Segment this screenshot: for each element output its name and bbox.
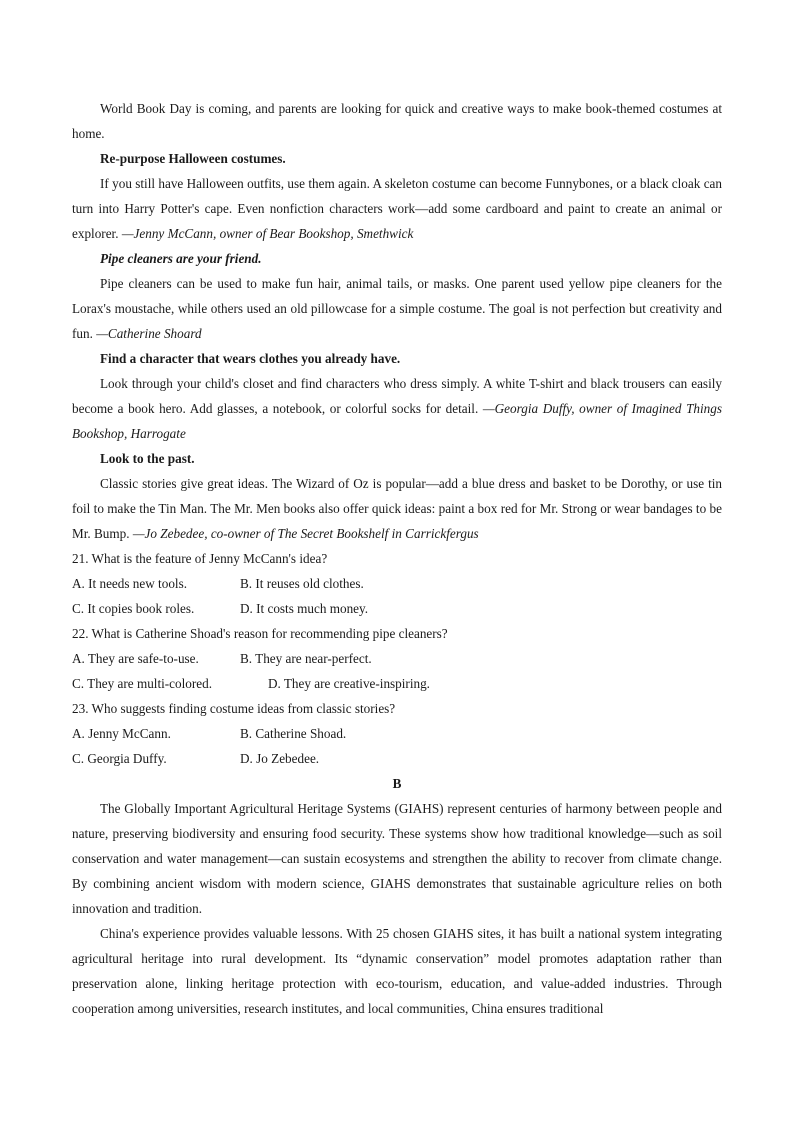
question-22-option-a: A. They are safe-to-use. [72, 651, 199, 666]
question-22-options-row-2 [72, 671, 722, 696]
tip-body-4: Classic stories give great ideas. The Wizard of Oz is popular—add a blue dress and basket to be Dorothy, or use tin foil to make the Tin Man. The Mr. Men books also offer quick ideas: paint a box red for Mr. Strong or wear bandages to be Mr. Bump. [72, 476, 722, 541]
tip-attribution-1: —Jenny McCann, owner of Bear Bookshop, Smethwick [121, 226, 414, 241]
question-23-option-d: D. Jo Zebedee. [240, 751, 320, 766]
passage-b-paragraph-2: China's experience provides valuable lessons. With 25 chosen GIAHS sites, it has built a national system integrating agricultural heritage into rural development. Its “dynamic conservation” model promotes adaptation rather than preservation alone, linking heritage protection with eco-tourism, education, and value-added industries. Through cooperation among universities, research institutes, and local communities, China ensures traditional [72, 926, 722, 1016]
tip-heading-1: Re-purpose Halloween costumes. [100, 151, 286, 166]
question-22-option-d: D. They are creative-inspiring. [268, 676, 430, 691]
question-22-options-row-1 [72, 646, 722, 671]
question-21-options-row-1 [72, 571, 722, 596]
tip-heading-4: Look to the past. [100, 451, 195, 466]
question-22-stem: 22. What is Catherine Shoad's reason for recommending pipe cleaners? [72, 626, 448, 641]
question-23-stem: 23. Who suggests finding costume ideas from classic stories? [72, 701, 396, 716]
tip-body-1: If you still have Halloween outfits, use them again. A skeleton costume can become Funnybones, or a black cloak can turn into Harry Potter's cape. Even nonfiction characters work—add some cardboard and paint to create an animal or explorer. [72, 176, 722, 241]
question-23-option-a: A. Jenny McCann. [72, 726, 171, 741]
tip-paragraph-4 [72, 471, 722, 546]
tip-paragraph-1 [72, 171, 722, 246]
question-23-option-c: C. Georgia Duffy. [72, 751, 167, 766]
question-23-option-b: B. Catherine Shoad. [240, 726, 347, 741]
section-b-label: B [392, 776, 402, 791]
tip-paragraph-3 [72, 371, 722, 446]
tip-attribution-2: —Catherine Shoard [96, 326, 202, 341]
tip-heading-2: Pipe cleaners are your friend. [100, 251, 262, 266]
tip-body-3: Look through your child's closet and find characters who dress simply. A white T-shirt and black trousers can easily become a book hero. Add glasses, a notebook, or colorful socks for detail. [72, 376, 722, 416]
question-22-option-c: C. They are multi-colored. [72, 676, 213, 691]
question-21-option-b: B. It reuses old clothes. [240, 576, 364, 591]
question-21-options-row-2 [72, 596, 722, 621]
tip-paragraph-2 [72, 271, 722, 346]
intro-paragraph: World Book Day is coming, and parents are looking for quick and creative ways to make book-themed costumes at home. [72, 101, 722, 141]
question-21-option-c: C. It copies book roles. [72, 601, 195, 616]
question-22-option-b: B. They are near-perfect. [240, 651, 372, 666]
question-21-stem: 21. What is the feature of Jenny McCann's idea? [72, 551, 328, 566]
tip-heading-3: Find a character that wears clothes you already have. [100, 351, 401, 366]
question-23-options-row-2 [72, 746, 722, 771]
question-21-option-d: D. It costs much money. [240, 601, 369, 616]
tip-body-2: Pipe cleaners can be used to make fun hair, animal tails, or masks. One parent used yellow pipe cleaners for the Lorax's moustache, while others used an old pillowcase for a simple costume. The goal is not perfection but creativity and fun. [72, 276, 722, 341]
question-23-options-row-1 [72, 721, 722, 746]
tip-attribution-3: —Georgia Duffy, owner of Imagined Things Bookshop, Harrogate [72, 401, 722, 441]
tip-attribution-4: —Jo Zebedee, co-owner of The Secret Bookshelf in Carrickfergus [132, 526, 479, 541]
document-body [72, 96, 722, 1021]
question-21-option-a: A. It needs new tools. [72, 576, 188, 591]
passage-b-paragraph-1: The Globally Important Agricultural Heritage Systems (GIAHS) represent centuries of harmony between people and nature, preserving biodiversity and ensuring food security. These systems show how traditional knowledge—such as soil conservation and water management—can sustain ecosystems and strengthen the ability to recover from climate change. By combining ancient wisdom with modern science, GIAHS demonstrates that sustainable agriculture relies on both innovation and tradition. [72, 801, 722, 916]
